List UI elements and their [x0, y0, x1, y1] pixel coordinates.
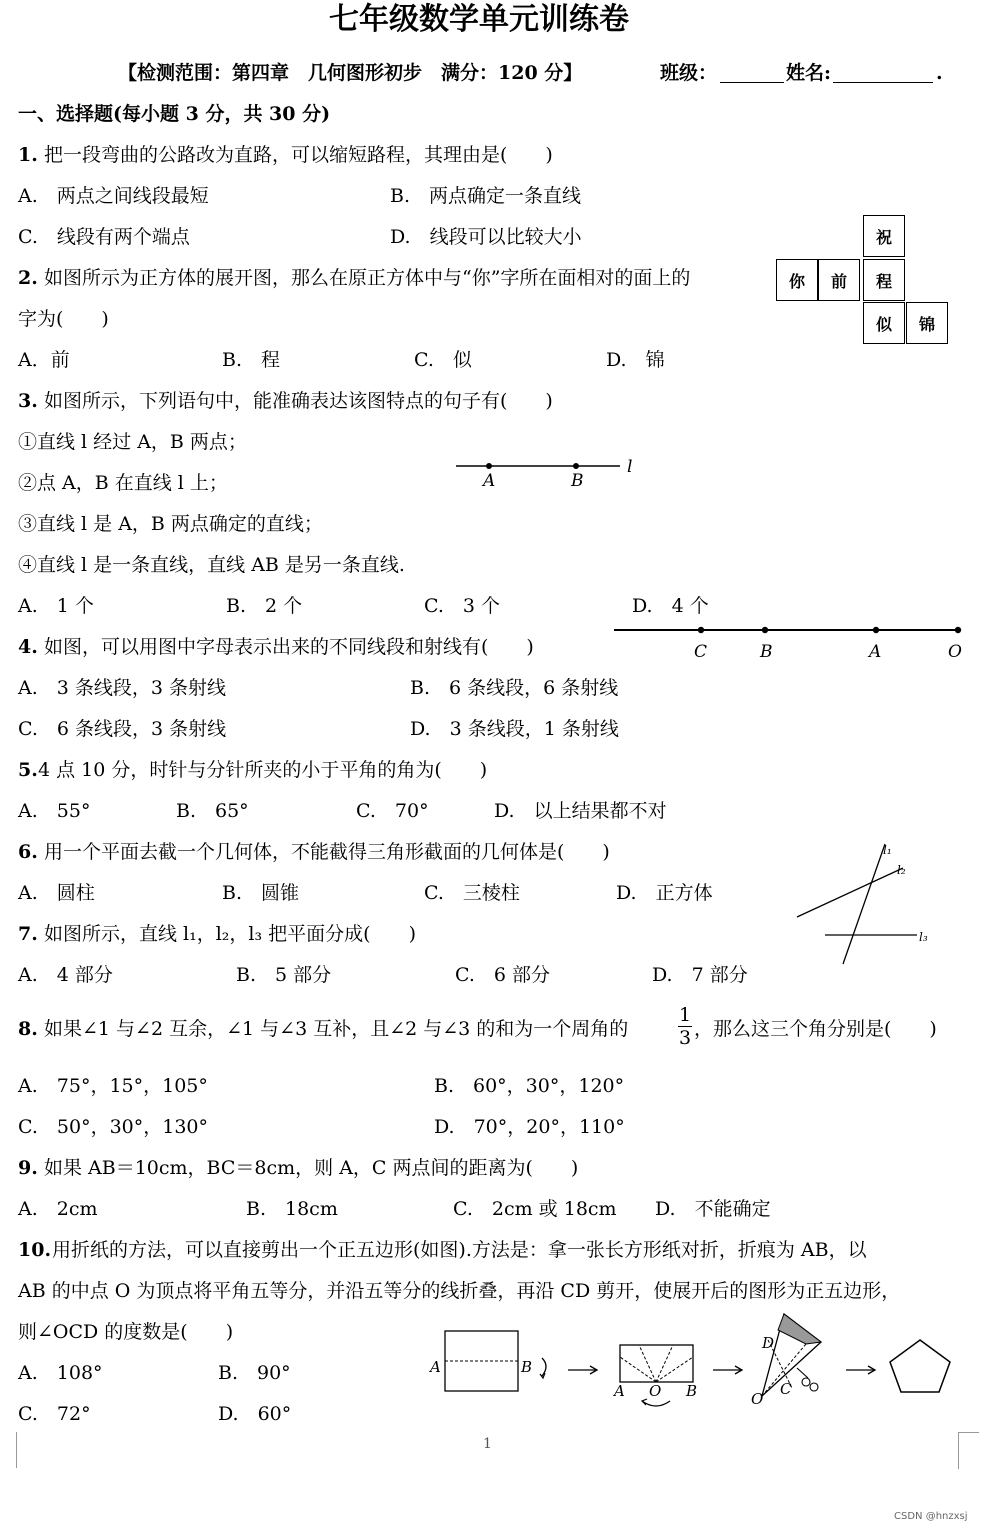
q5-option-a: A. 55° — [18, 800, 91, 822]
q8-stem-before: 如果∠1 与∠2 互余，∠1 与∠3 互补，且∠2 与∠3 的和为一个周角的 — [44, 1018, 629, 1040]
q5-option-c: C. 70° — [356, 800, 429, 822]
fold2-o-label: O — [649, 1382, 662, 1400]
cut-d-label: D — [762, 1334, 775, 1352]
q7-option-b: B. 5 部分 — [236, 964, 332, 986]
q10-stem-line1: 用折纸的方法，可以直接剪出一个正五边形(如图).方法是：拿一张长方形纸对折，折痕为 AB，以 — [52, 1239, 867, 1261]
page-title: 七年级数学单元训练卷 — [329, 2, 629, 37]
q1-option-d: D. 线段可以比较大小 — [390, 226, 582, 248]
three-lines-figure — [795, 840, 945, 970]
point-b-label: B — [571, 471, 584, 491]
q4-option-b: B. 6 条线段，6 条射线 — [410, 677, 619, 699]
q10-number: 10. — [18, 1239, 52, 1261]
cube-net-face: 锦 — [906, 302, 948, 344]
q7-number: 7. — [18, 923, 38, 945]
q9-option-b: B. 18cm — [246, 1198, 338, 1220]
class-blank[interactable] — [720, 64, 784, 83]
q1-option-c: C. 线段有两个端点 — [18, 226, 190, 248]
fold-b-label: B — [521, 1358, 533, 1376]
q3-option-a: A. 1 个 — [18, 595, 94, 617]
q3-statement-1: ①直线 l 经过 A，B 两点； — [18, 431, 247, 453]
q9-option-c: C. 2cm 或 18cm — [453, 1198, 617, 1220]
exam-scope: 【检测范围：第四章 几何图形初步 满分：120 分】 — [118, 62, 583, 84]
q10-stem-line3: 则∠OCD 的度数是( ) — [18, 1321, 234, 1343]
q9-option-a: A. 2cm — [18, 1198, 98, 1220]
fold2-b-label: B — [686, 1382, 698, 1400]
cube-net-face: 前 — [818, 259, 860, 301]
name-blank[interactable] — [833, 64, 933, 83]
q2-option-a: A．前 — [18, 349, 70, 371]
q4-number: 4. — [18, 636, 38, 658]
q3-option-d: D. 4 个 — [632, 595, 709, 617]
page-number: 1 — [483, 1436, 492, 1452]
q3-option-c: C. 3 个 — [424, 595, 501, 617]
q4-option-a: A. 3 条线段，3 条射线 — [18, 677, 227, 699]
q10-option-a: A. 108° — [18, 1362, 103, 1384]
line-l3-label: l₃ — [919, 930, 928, 944]
fraction-one-third — [678, 1004, 692, 1049]
q8-stem-after: ，那么这三个角分别是( ) — [694, 1018, 937, 1040]
q2-option-c: C. 似 — [414, 349, 472, 371]
q3-number: 3. — [18, 390, 38, 412]
fraction-numerator: 1 — [678, 1004, 692, 1026]
q6-number: 6. — [18, 841, 38, 863]
q1-number: 1. — [18, 144, 38, 166]
q2-option-b: B. 程 — [222, 349, 281, 371]
cube-net-face: 似 — [863, 302, 905, 344]
line-l-label: l — [627, 457, 633, 477]
q7-option-d: D. 7 部分 — [652, 964, 748, 986]
q3-stem: 如图所示，下列语句中，能准确表达该图特点的句子有( ) — [44, 390, 553, 412]
name-end: . — [936, 62, 943, 84]
q2-number: 2. — [18, 267, 38, 289]
q10-option-c: C. 72° — [18, 1403, 91, 1425]
q8-option-c: C. 50°，30°，130° — [18, 1116, 209, 1138]
q6-option-d: D. 正方体 — [616, 882, 713, 904]
paper-folding-figure — [428, 1310, 958, 1410]
q8-option-a: A. 75°，15°，105° — [18, 1075, 208, 1097]
cube-net-face: 祝 — [863, 215, 905, 257]
q4-option-d: D. 3 条线段，1 条射线 — [410, 718, 619, 740]
fold2-a-label: A — [614, 1382, 625, 1400]
q2-option-d: D. 锦 — [606, 349, 665, 371]
name-label: 姓名: — [786, 62, 832, 84]
line-l2-label: l₂ — [897, 863, 906, 877]
fraction-denominator: 3 — [678, 1027, 692, 1049]
class-label: 班级： — [660, 62, 718, 84]
q8-number: 8. — [18, 1018, 38, 1040]
section-heading: 一、选择题(每小题 3 分，共 30 分) — [18, 103, 331, 125]
point-a-label: A — [869, 642, 882, 662]
q7-option-c: C. 6 部分 — [455, 964, 551, 986]
cut-o-label: O — [751, 1390, 764, 1408]
q5-number: 5. — [18, 759, 38, 781]
q9-stem: 如果 AB＝10cm，BC＝8cm，则 A，C 两点间的距离为( ) — [44, 1157, 579, 1179]
q9-option-d: D. 不能确定 — [655, 1198, 771, 1220]
line-l1-label: l₁ — [883, 843, 892, 857]
q6-option-b: B. 圆锥 — [222, 882, 300, 904]
watermark: CSDN @hnzxsj — [894, 1511, 968, 1522]
q5-option-d: D. 以上结果都不对 — [494, 800, 667, 822]
q3-option-b: B. 2 个 — [226, 595, 303, 617]
q8-option-d: D. 70°，20°，110° — [434, 1116, 625, 1138]
q3-statement-2: ②点 A，B 在直线 l 上； — [18, 472, 228, 494]
fold-a-label: A — [430, 1358, 441, 1376]
q10-option-d: D. 60° — [218, 1403, 292, 1425]
q1-option-b: B. 两点确定一条直线 — [390, 185, 582, 207]
point-c-label: C — [694, 642, 708, 662]
point-b-label: B — [760, 642, 773, 662]
q4-stem: 如图，可以用图中字母表示出来的不同线段和射线有( ) — [44, 636, 534, 658]
cut-c-label: C — [780, 1380, 792, 1398]
page-corner-mark — [958, 1432, 979, 1469]
q10-stem-line2: AB 的中点 O 为顶点将平角五等分，并沿五等分的线折叠，再沿 CD 剪开，使展开后的图形为正五边形， — [18, 1280, 901, 1302]
q7-stem: 如图所示，直线 l₁，l₂，l₃ 把平面分成( ) — [44, 923, 416, 945]
q5-stem: 4 点 10 分，时针与分针所夹的小于平角的角为( ) — [38, 759, 488, 781]
q2-stem-line2: 字为( ) — [18, 308, 109, 330]
point-o-label: O — [948, 642, 962, 662]
cube-net-face: 你 — [776, 259, 818, 301]
q6-stem: 用一个平面去截一个几何体，不能截得三角形截面的几何体是( ) — [44, 841, 610, 863]
q6-option-a: A. 圆柱 — [18, 882, 95, 904]
q1-option-a: A. 两点之间线段最短 — [18, 185, 209, 207]
q3-statement-4: ④直线 l 是一条直线，直线 AB 是另一条直线. — [18, 554, 405, 576]
line-l-figure — [450, 455, 650, 495]
q5-option-b: B. 65° — [176, 800, 249, 822]
q8-option-b: B. 60°，30°，120° — [434, 1075, 625, 1097]
q7-option-a: A. 4 部分 — [18, 964, 113, 986]
q9-number: 9. — [18, 1157, 38, 1179]
point-a-label: A — [483, 471, 496, 491]
cube-net-face: 程 — [863, 259, 905, 301]
q4-option-c: C. 6 条线段，3 条射线 — [18, 718, 227, 740]
q10-option-b: B. 90° — [218, 1362, 291, 1384]
q2-stem-line1: 如图所示为正方体的展开图，那么在原正方体中与“你”字所在面相对的面上的 — [44, 267, 691, 289]
page-corner-mark — [2, 1432, 17, 1468]
q1-stem: 把一段弯曲的公路改为直路，可以缩短路程，其理由是( ) — [44, 144, 553, 166]
q6-option-c: C. 三棱柱 — [424, 882, 520, 904]
ray-figure — [612, 620, 967, 665]
q3-statement-3: ③直线 l 是 A，B 两点确定的直线； — [18, 513, 323, 535]
